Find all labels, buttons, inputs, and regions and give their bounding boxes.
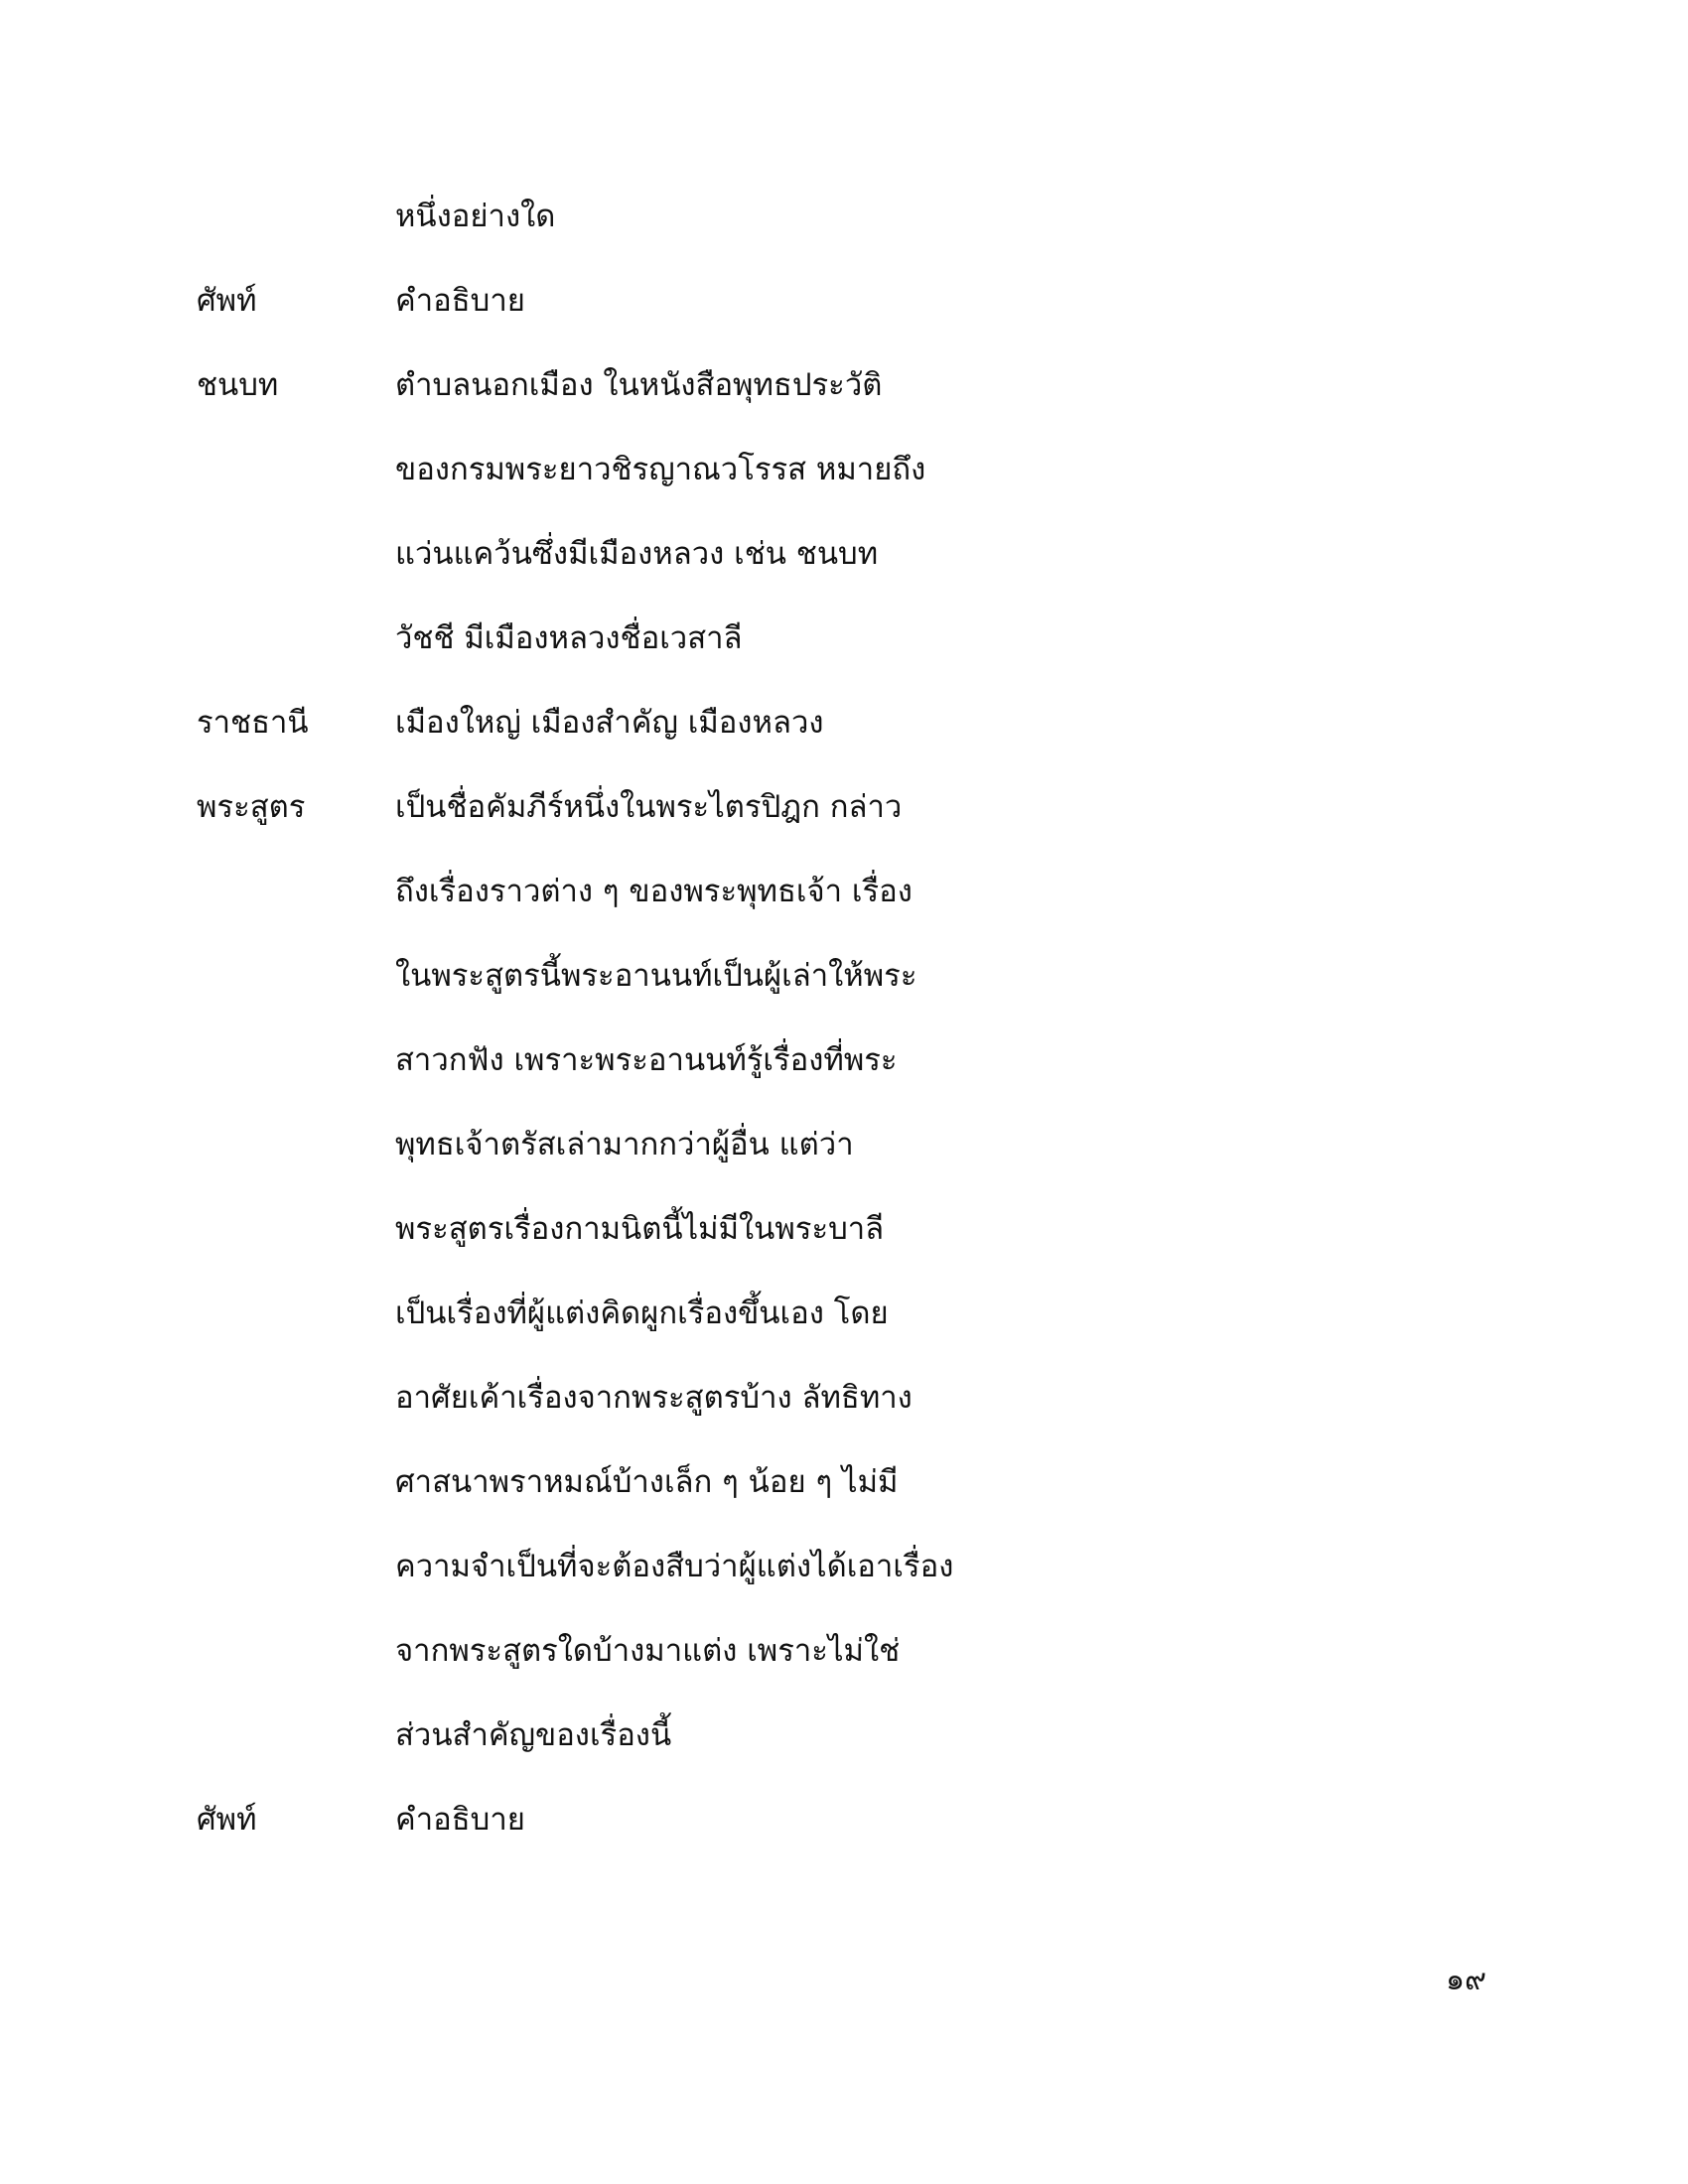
glossary-description: แว่นแคว้นซึ่งมีเมืองหลวง เช่น ชนบท [395,536,879,572]
glossary-description: ส่วนสำคัญของเรื่องนี้ [395,1717,672,1753]
glossary-line [0,1207,1688,1292]
glossary-description: วัชชี มีเมืองหลวงชื่อเวสาลี [395,620,743,656]
glossary-description: หนึ่งอย่างใด [395,199,556,234]
glossary-description: พระสูตรเรื่องกามนิตนี้ไม่มีในพระบาลี [395,1211,885,1247]
glossary-line [0,1376,1688,1460]
glossary-description: สาวกฟัง เพราะพระอานนท์รู้เรื่องที่พระ [395,1042,898,1078]
glossary-header-line [0,279,1688,363]
glossary-line [0,195,1688,279]
column-header-term: ศัพท์ [197,1802,257,1838]
glossary-description: เป็นชื่อคัมภีร์หนึ่งในพระไตรปิฎก กล่าว [395,789,903,825]
glossary-line [0,1545,1688,1629]
column-header-description: คำอธิบาย [395,1802,525,1838]
glossary-header-line [0,1798,1688,1882]
glossary-description: ความจำเป็นที่จะต้องสืบว่าผู้แต่งได้เอาเรื่อง [395,1549,954,1584]
page-number: ๑๙ [1446,1963,1487,1997]
glossary-line [0,532,1688,616]
glossary-description: พุทธเจ้าตรัสเล่ามากกว่าผู้อื่น แต่ว่า [395,1127,854,1162]
column-header-description: คำอธิบาย [395,283,525,319]
glossary-description: จากพระสูตรใดบ้างมาแต่ง เพราะไม่ใช่ [395,1633,901,1669]
glossary-line [0,363,1688,448]
glossary-line [0,1038,1688,1123]
glossary-description: อาศัยเค้าเรื่องจากพระสูตรบ้าง ลัทธิทาง [395,1380,913,1416]
glossary-line [0,785,1688,870]
glossary-term: พระสูตร [197,789,306,825]
glossary-description: ในพระสูตรนี้พระอานนท์เป็นผู้เล่าให้พระ [395,958,917,994]
glossary-line [0,1460,1688,1545]
glossary-description: เมืองใหญ่ เมืองสำคัญ เมืองหลวง [395,705,824,741]
glossary-description: ของกรมพระยาวชิรญาณวโรรส หมายถึง [395,452,926,487]
glossary-description: ถึงเรื่องราวต่าง ๆ ของพระพุทธเจ้า เรื่อง [395,874,913,909]
glossary-description: เป็นเรื่องที่ผู้แต่งคิดผูกเรื่องขึ้นเอง โดย [395,1296,889,1331]
glossary-term: ราชธานี [197,705,309,741]
glossary-term: ชนบท [197,367,279,403]
glossary-line [0,616,1688,701]
glossary-line [0,954,1688,1038]
glossary-description: ศาสนาพราหมณ์บ้างเล็ก ๆ น้อย ๆ ไม่มี [395,1464,899,1500]
glossary-line [0,701,1688,785]
glossary-list [0,195,1688,1882]
glossary-line [0,448,1688,532]
column-header-term: ศัพท์ [197,283,257,319]
glossary-line [0,1123,1688,1207]
glossary-line [0,870,1688,954]
glossary-line [0,1713,1688,1798]
glossary-line [0,1292,1688,1376]
glossary-description: ตำบลนอกเมือง ในหนังสือพุทธประวัติ [395,367,883,403]
glossary-line [0,1629,1688,1713]
